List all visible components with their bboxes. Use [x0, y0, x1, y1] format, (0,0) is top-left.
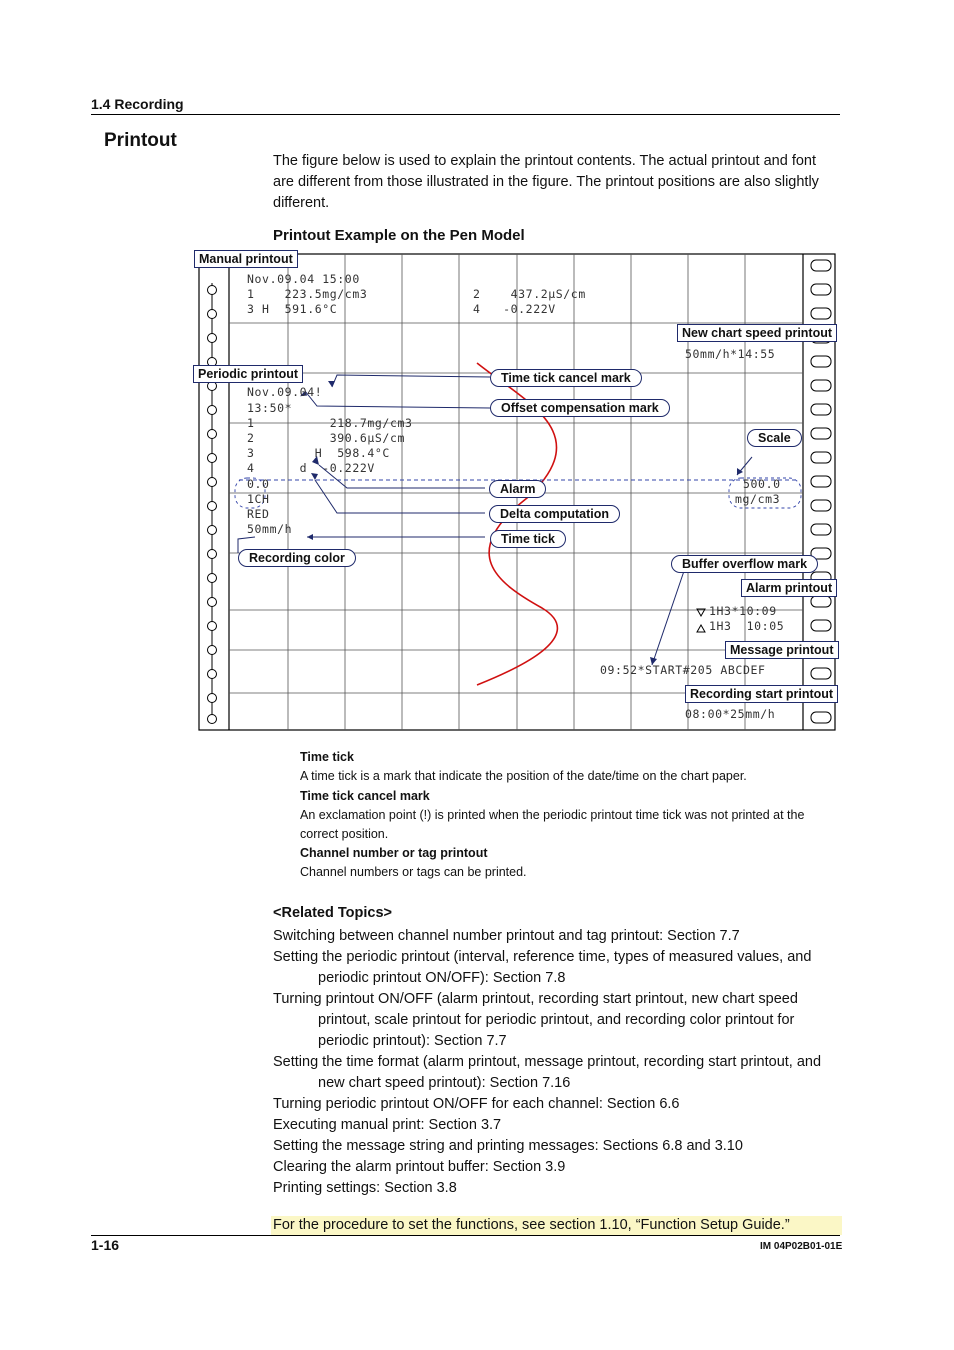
related-topic-item: Turning periodic printout ON/OFF for each channel: Section 6.6 [273, 1096, 680, 1112]
page-title: Printout [104, 130, 177, 151]
definition-term: Channel number or tag printout [300, 846, 488, 860]
footer-rule [91, 1235, 840, 1236]
label-delta-computation: Delta computation [489, 505, 620, 523]
label-recording-start: Recording start printout [685, 685, 838, 703]
periodic-print-ch2: 2 390.6µS/cm [247, 431, 405, 445]
related-topic-item: Turning printout ON/OFF (alarm printout, recording start printout, new chart speed printout, scale printout for periodic printout, and recording color printout for periodic printout): Section 7.7 [273, 991, 798, 1049]
label-recording-color: Recording color [238, 549, 356, 567]
figure-title: Printout Example on the Pen Model [273, 227, 525, 244]
related-topic-item: Printing settings: Section 3.8 [273, 1180, 457, 1196]
label-new-chart-speed: New chart speed printout [677, 324, 837, 342]
label-buffer-overflow: Buffer overflow mark [671, 555, 818, 573]
header-rule [91, 114, 840, 115]
page-number: 1-16 [91, 1237, 120, 1253]
alarm-print-line1: 1H3*10:09 [709, 604, 777, 618]
section-header: 1.4 Recording [91, 96, 184, 112]
related-topics-heading: <Related Topics> [273, 905, 392, 921]
related-topic-item: Setting the time format (alarm printout, message printout, recording start printout, and new chart speed printout): Section 7.16 [273, 1054, 822, 1091]
scale-left-value: 0.0 [247, 477, 270, 491]
manual-print-date: Nov.09.04 15:00 [247, 272, 360, 286]
procedure-note: For the procedure to set the functions, see section 1.10, “Function Setup Guide.” [271, 1216, 842, 1235]
label-time-tick-cancel: Time tick cancel mark [490, 369, 642, 387]
periodic-print-ch3: 3 H 598.4°C [247, 446, 390, 460]
periodic-print-date: Nov.09.04! [247, 385, 323, 399]
related-topic-item: Clearing the alarm printout buffer: Section 3.9 [273, 1159, 566, 1175]
related-topic-item: Setting the periodic printout (interval, reference time, types of measured values, and periodic printout ON/OFF): Section 7.8 [273, 949, 812, 986]
intro-paragraph: The figure below is used to explain the printout contents. The actual printout and font are different from those illustrated in the figure. The printout positions are also slightly different. [273, 153, 819, 211]
scale-unit: mg/cm3 [735, 492, 781, 506]
definition-term: Time tick cancel mark [300, 789, 430, 803]
label-periodic-printout: Periodic printout [193, 365, 303, 383]
label-alarm-printout: Alarm printout [741, 579, 837, 597]
label-time-tick: Time tick [490, 530, 566, 548]
manual-print-ch3: 3 H 591.6°C [247, 302, 338, 316]
periodic-print-time: 13:50* [247, 401, 293, 415]
related-topics [273, 903, 833, 1199]
definition-desc: Channel numbers or tags can be printed. [300, 865, 527, 879]
document-id: IM 04P02B01-01E [760, 1241, 843, 1252]
periodic-print-ch4: 4 d -0.222V [247, 461, 375, 475]
chart-speed-print: 50mm/h*14:55 [685, 347, 776, 361]
label-manual-printout: Manual printout [194, 250, 298, 268]
related-topic-item: Executing manual print: Section 3.7 [273, 1117, 502, 1133]
related-topic-item: Switching between channel number printout and tag printout: Section 7.7 [273, 928, 740, 944]
label-offset-compensation: Offset compensation mark [490, 399, 670, 417]
definition-term: Time tick [300, 750, 354, 764]
start-print: 08:00*25mm/h [685, 707, 776, 721]
label-alarm: Alarm [489, 480, 546, 498]
label-scale: Scale [747, 429, 802, 447]
manual-print-ch4: 4 -0.222V [473, 302, 556, 316]
scale-speed: 50mm/h [247, 522, 293, 536]
scale-color: RED [247, 507, 270, 521]
scale-channel: 1CH [247, 492, 270, 506]
message-print: 09:52*START#205 ABCDEF [600, 663, 766, 677]
alarm-print-line2: 1H3 10:05 [709, 619, 785, 633]
manual-print-ch2: 2 437.2µS/cm [473, 287, 586, 301]
definition-desc: A time tick is a mark that indicate the position of the date/time on the chart paper. [300, 769, 747, 783]
periodic-print-ch1: 1 218.7mg/cm3 [247, 416, 413, 430]
scale-right-value: 500.0 [743, 477, 781, 491]
manual-print-ch1: 1 223.5mg/cm3 [247, 287, 368, 301]
definition-desc: An exclamation point (!) is printed when the periodic printout time tick was not printed at the correct position. [300, 808, 805, 841]
label-message-printout: Message printout [725, 641, 839, 659]
related-topic-item: Setting the message string and printing messages: Sections 6.8 and 3.10 [273, 1138, 743, 1154]
